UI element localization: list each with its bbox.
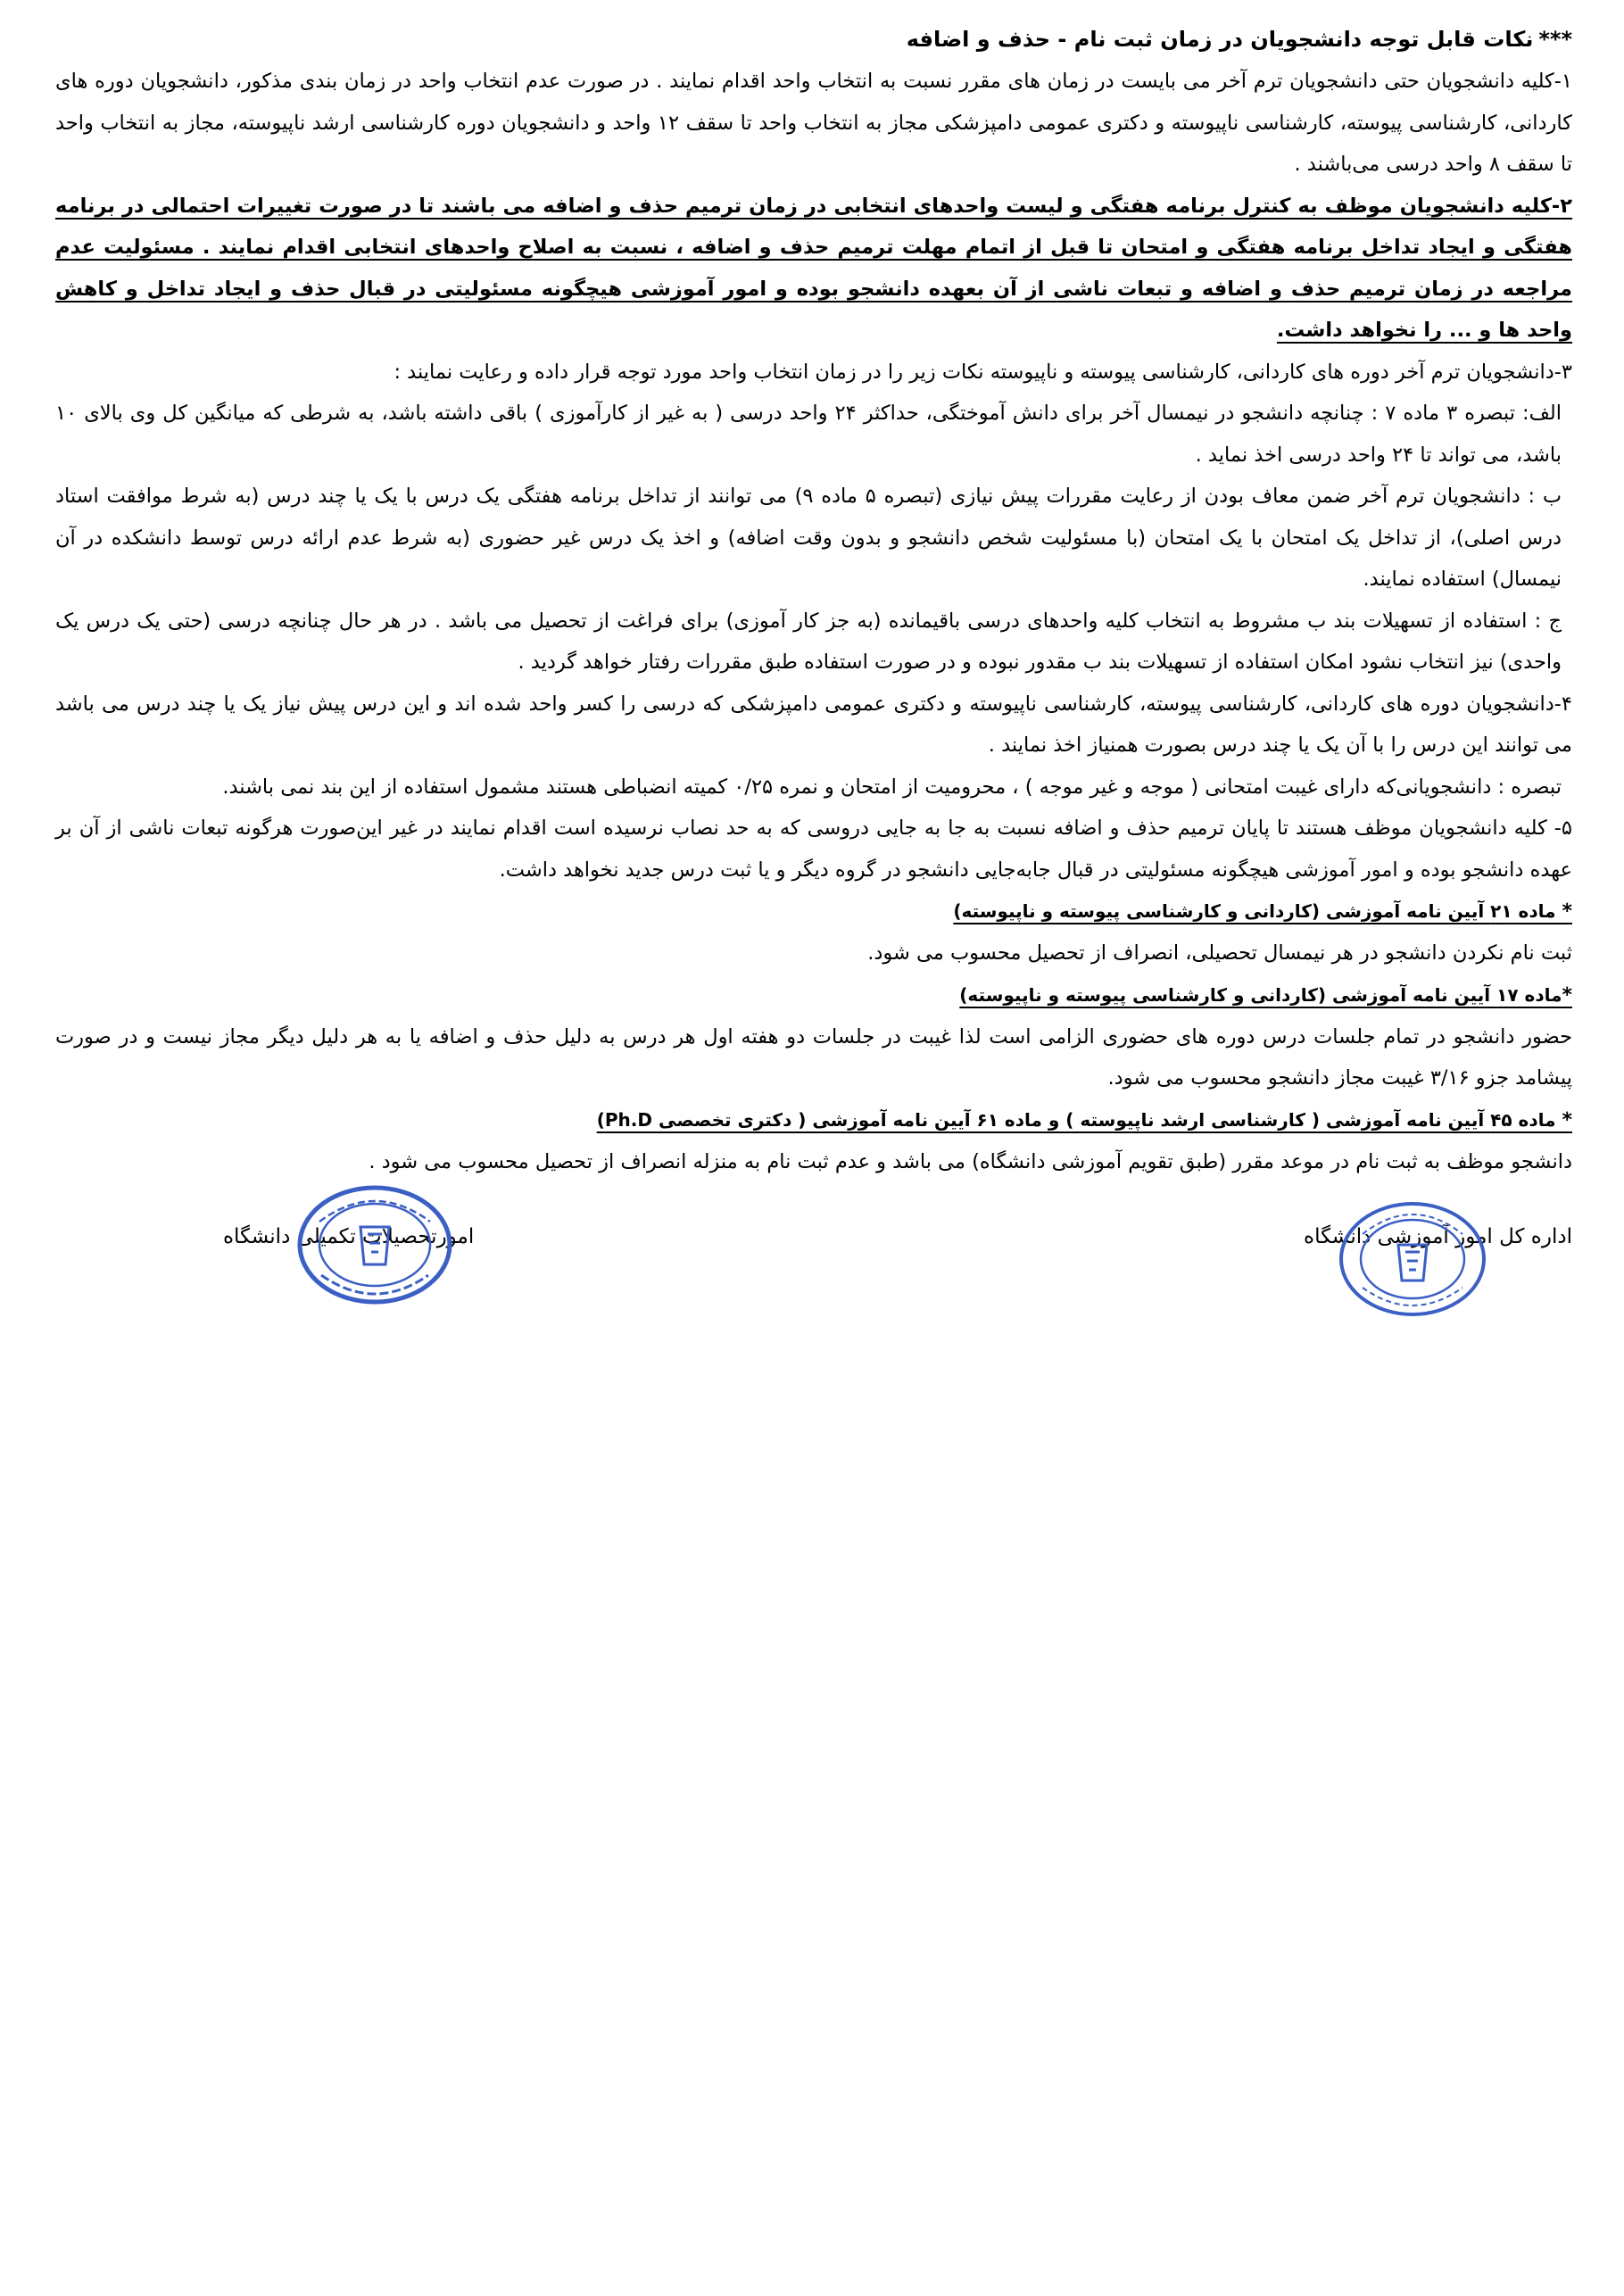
item-3: ۳-دانشجویان ترم آخر دوره های کاردانی، کارشناسی پیوسته و ناپیوسته نکات زیر را در زمان انتخاب واحد مورد توجه قرار داده و رعایت نمایند : [394,360,1572,384]
rule-body: دانشجو موظف به ثبت نام در موعد مقرر (طبق تقویم آموزشی دانشگاه) می باشد و عدم ثبت نام به منزله انصراف از تحصیل محسوب می شود . [369,1149,1572,1173]
item-4-note: تبصره : دانشجویانی‌که دارای غیبت امتحانی ( موجه و غیر موجه ) ، محرومیت از امتحان و نمره ۰/۲۵ کمیته انضباطی هستند مشمول استفاده از این بند نمی باشند. [222,775,1562,799]
item-5: ۵- کلیه دانشجویان موظف هستند تا پایان ترمیم حذف و اضافه نسبت به جا به جایی دروسی که به حد نصاب نرسیده است اقدام نمایند در غیر این‌صورت هرگونه تبعات ناشی از آن بر عهده دانشجو بوده و امور آموزشی هیچگونه مسئولیتی در قبال جابه‌جایی دانشجو در گروه دیگر و یا ثبت درس جدید نخواهد داشت. [55,816,1572,882]
rule-body: ثبت نام نکردن دانشجو در هر نیمسال تحصیلی، انصراف از تحصیل محسوب می شود. [867,941,1572,965]
title-stars: *** [1538,27,1572,52]
stamp-graduate-office [294,1182,455,1307]
item-4: ۴-دانشجویان دوره های کاردانی، کارشناسی پیوسته، کارشناسی ناپیوسته و دکتری عمومی دامپزشکی که درسی را کسر واحد شده اند و این درس پیش نیاز یک یا چند درس می باشد می توانند این درس را با آن یک یا چند درس بصورت همنیاز اخذ نمایند . [55,692,1572,757]
rule-21 [55,891,1572,974]
rule-heading [55,974,1572,1016]
signature-education-office: اداره کل امور آموزشی دانشگاه [1304,1225,1572,1248]
rule-45-61 [55,1099,1572,1183]
item-2: ۲-کلیه دانشجویان موظف به کنترل برنامه هفتگی و لیست واحدهای انتخابی در زمان ترمیم حذف و اضافه می باشند تا در صورت تغییرات احتمالی در برنامه هفتگی و ایجاد تداخل برنامه هفتگی و امتحان تا قبل از اتمام مهلت ترمیم حذف و اضافه ، نسبت به اصلاح واحدهای انتخابی اقدام نمایند . مسئولیت عدم مراجعه در زمان ترمیم حذف و اضافه و تبعات ناشی از آن بعهده دانشجو بوده و امور آموزشی هیچگونه مسئولیتی در قبال حذف و ایجاد تداخل و کاهش واحد ها و ... را نخواهد داشت. [55,194,1572,342]
item-3-alef: الف: تبصره ۳ ماده ۷ : چنانچه دانشجو در نیمسال آخر برای دانش آموختگی، حداکثر ۲۴ واحد درسی ( به غیر از کارآموزی ) باقی داشته باشد، به شرطی که میانگین کل وی بالای ۱۰ باشد، می تواند تا ۲۴ واحد درسی اخذ نماید . [55,402,1562,467]
signature-block [55,1182,1572,1325]
rule-heading [55,891,1572,932]
item-3-jim: ج : استفاده از تسهیلات بند ب مشروط به انتخاب کلیه واحدهای درسی باقیمانده (به جز کار آموزی) برای فراغت از تحصیل می باشد . در هر حال چنانچه درسی (حتی یک درس یک واحدی) نیز انتخاب نشود امکان استفاده از تسهیلات بند ب مقدور نبوده و در صورت استفاده طبق مقررات رفتار خواهد گردید . [55,609,1562,674]
rule-17 [55,974,1572,1099]
rule-star: * [1562,983,1572,1007]
rule-heading [55,1099,1572,1141]
stamp-education-office [1336,1198,1489,1320]
item-3-be: ب : دانشجویان ترم آخر ضمن معاف بودن از رعایت مقررات پیش نیازی (تبصره ۵ ماده ۹) می توانند از تداخل برنامه هفتگی یک درس با یک یا چند درس (به شرط موافقت استاد درس اصلی)، از تداخل یک امتحان با یک امتحان (با مسئولیت شخص دانشجو و بدون وقت اضافه) و اخذ یک درس غیر حضوری (به شرط عدم ارائه درس توسط دانشکده در آن نیمسال) استفاده نمایند. [55,485,1562,591]
document-title [55,18,1572,61]
signature-graduate-office: امورتحصیلات تکمیلی دانشگاه [223,1225,475,1248]
rule-heading-text: ماده ۴۵ آیین نامه آموزشی ( کارشناسی ارشد ناپیوسته ) و ماده ۶۱ آیین نامه آموزشی ( دکتری تخصصی Ph.D) [596,1108,1562,1131]
rule-body: حضور دانشجو در تمام جلسات درس دوره های حضوری الزامی است لذا غیبت در جلسات دو هفته اول هر درس به دلیل حذف و اضافه یا به هر دلیل دیگر مجاز نیست و در صورت پیشامد جزو ۳/۱۶ غیبت مجاز دانشجو محسوب می شود. [55,1024,1572,1090]
item-1: ۱-کلیه دانشجویان حتی دانشجویان ترم آخر می بایست در زمان های مقرر نسبت به انتخاب واحد اقدام نمایند . در صورت عدم انتخاب واحد در زمان بندی مذکور، دانشجویان دوره های کاردانی، کارشناسی پیوسته، کارشناسی ناپیوسته و دکتری عمومی دامپزشکی مجاز به انتخاب واحد تا سقف ۱۲ واحد و دانشجویان دوره کارشناسی ارشد ناپیوسته، مجاز به انتخاب واحد تا سقف ۸ واحد درسی می‌باشند . [55,70,1572,176]
title-text: نکات قابل توجه دانشجویان در زمان ثبت نام - حذف و اضافه [906,27,1534,52]
rule-heading-text: ماده ۱۷ آیین نامه آموزشی (کاردانی و کارشناسی پیوسته و ناپیوسته) [959,983,1562,1006]
rule-star: * [1562,1108,1572,1131]
rule-star: * [1562,900,1572,923]
document-page [55,18,1572,1182]
rule-heading-text: ماده ۲۱ آیین نامه آموزشی (کاردانی و کارشناسی پیوسته و ناپیوسته) [953,900,1562,922]
